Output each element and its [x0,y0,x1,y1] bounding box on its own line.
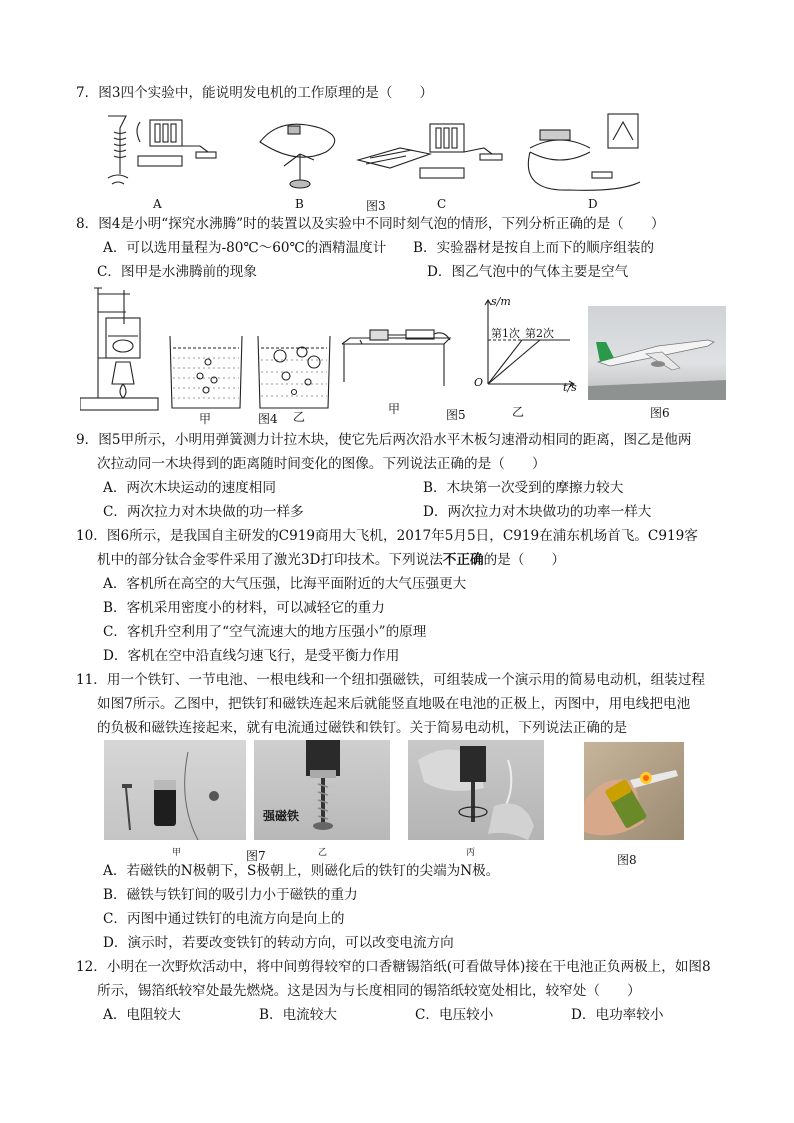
q8-option-d: D．图乙气泡中的气体主要是空气 [427,264,629,280]
fig5-series-1-label: 第1次 [491,327,520,340]
q11-stem-line-1: 11．用一个铁钉、一节电池、一根电线和一个纽扣强磁铁，可组装成一个演示用的简易电动机，组装过程 [76,672,706,688]
fig7-photo-jia [104,740,246,840]
fig4-label-yi: 乙 [293,410,306,424]
fig5-origin-label: O [474,376,484,389]
q7-stem: 7．图3四个实验中，能说明发电机的工作原理的是（ ） [76,85,434,101]
fig7-label-bing: 丙 [466,848,476,858]
fig7-label-jia: 甲 [172,848,182,858]
fig6-caption: 图6 [650,406,670,420]
q10-stem-line-1: 10．图6所示，是我国自主研发的C919商用大飞机，2017年5月5日，C919在浦东机场首飞。C919客 [76,528,698,544]
fig3-c-drawing [358,124,502,178]
fig5-series-1 [488,340,570,384]
q9-option-c: C．两次拉力对木块做的功一样多 [103,504,304,520]
fig3-label-c: C [437,197,447,211]
fig4-beaker-jia [170,336,242,408]
fig6-c919-photo [588,306,726,400]
fig3-label-b: B [295,197,304,211]
q9-option-a: A．两次木块运动的速度相同 [103,480,276,496]
q11-option-b: B．磁铁与铁钉间的吸引力小于磁铁的重力 [103,887,358,903]
fig7-caption: 图7 [246,849,266,863]
fig7-label-yi: 乙 [318,848,328,858]
fig8-photo [584,742,684,840]
q10-option-c: C．客机升空利用了“空气流速大的地方压强小”的原理 [103,624,427,640]
fig5-label-jia: 甲 [388,402,401,416]
fig3-d-drawing [528,114,640,190]
q11-option-c: C．丙图中通过铁钉的电流方向是向上的 [103,911,345,927]
q8-option-c: C．图甲是水沸腾前的现象 [97,264,257,280]
q11-stem-line-2: 如图7所示。乙图中，把铁钉和磁铁连起来后就能竖直地吸在电池的正极上，丙图中，用电线把电池 [97,696,691,712]
q10-stem-part-1: 机中的部分钛合金零件采用了激光3D打印技术。下列说法 [97,552,443,568]
fig3-label-d: D [588,197,598,211]
fig3-label-a: A [153,197,162,211]
q12-option-b: B．电流较大 [259,1007,337,1023]
q10-emphasis: 不正确 [442,552,484,568]
fig5-x-label: t/s [563,381,577,394]
q10-option-d: D．客机在空中沿直线匀速飞行，是受平衡力作用 [103,648,400,664]
q12-option-a: A．电阻较大 [103,1007,181,1023]
q8-stem: 8．图4是小明“探究水沸腾”时的装置以及实验中不同时刻气泡的情形，下列分析正确的是（ ） [76,216,665,232]
fig3-caption: 图3 [366,199,386,213]
figure-4 [80,284,340,416]
q10-stem-line-2 [97,551,565,569]
q10-option-a: A．客机所在高空的大气压强，比海平面附近的大气压强更大 [103,576,467,592]
q12-stem-line-2: 所示，锡箔纸较窄处最先燃烧。这是因为与长度相同的锡箔纸较宽处相比，较窄处（ ） [97,983,641,999]
fig8-caption: 图8 [617,853,637,867]
q9-stem-line-2: 次拉动同一木块得到的距离随时间变化的图像。下列说法正确的是（ ） [97,456,546,472]
fig7-photo-bing [408,740,544,840]
q11-option-a: A．若磁铁的N极朝下，S极朝上，则磁化后的铁钉的尖端为N极。 [103,863,500,879]
q11-stem-line-3: 的负极和磁铁连接起来，就有电流通过磁铁和铁钉。关于简易电动机，下列说法正确的是 [97,720,628,736]
q12-option-d: D．电功率较小 [571,1007,664,1023]
fig5-series-2 [488,340,540,384]
q8-option-b: B．实验器材是按自上而下的顺序组装的 [413,240,655,256]
q9-stem-line-1: 9．图5甲所示，小明用弹簧测力计拉木块，使它先后两次沿水平木板匀速滑动相同的距离，图乙是他两 [76,432,692,448]
fig4-beaker-yi [258,336,330,408]
q10-option-b: B．客机采用密度小的材料，可以减轻它的重力 [103,600,385,616]
q9-option-d: D．两次拉力对木块做功的功率一样大 [423,504,652,520]
fig5-caption: 图5 [446,408,466,422]
fig5-y-axis [485,300,491,384]
fig5-series-2-label: 第2次 [525,327,554,340]
fig3-a-drawing [108,116,216,184]
q12-stem-line-1: 12．小明在一次野炊活动中，将中间剪得较窄的口香糖锡箔纸(可看做导体)接在干电池正负两极上，如图8 [76,959,711,975]
fig4-caption: 图4 [258,412,278,426]
fig5-x-axis [488,381,574,387]
fig4-stand-drawing [80,288,158,410]
q8-option-a: A．可以选用量程为-80℃～60℃的酒精温度计 [103,240,387,256]
fig3-b-drawing [260,124,335,188]
fig5-label-yi: 乙 [512,405,525,419]
q11-option-d: D．演示时，若要改变铁钉的转动方向，可以改变电流方向 [103,935,454,951]
fig5-y-label: s/m [491,295,511,308]
q9-option-b: B．木块第一次受到的摩擦力较大 [423,480,624,496]
figure-3 [100,108,660,200]
q10-stem-part-3: 的是（ ） [483,552,566,568]
airplane-icon [588,306,726,400]
fig7-photo-yi [254,740,390,840]
fig7-magnet-label: 强磁铁 [263,809,300,823]
q12-option-c: C．电压较小 [415,1007,494,1023]
figure-5-jia [340,322,458,392]
fig4-label-jia: 甲 [199,412,212,426]
